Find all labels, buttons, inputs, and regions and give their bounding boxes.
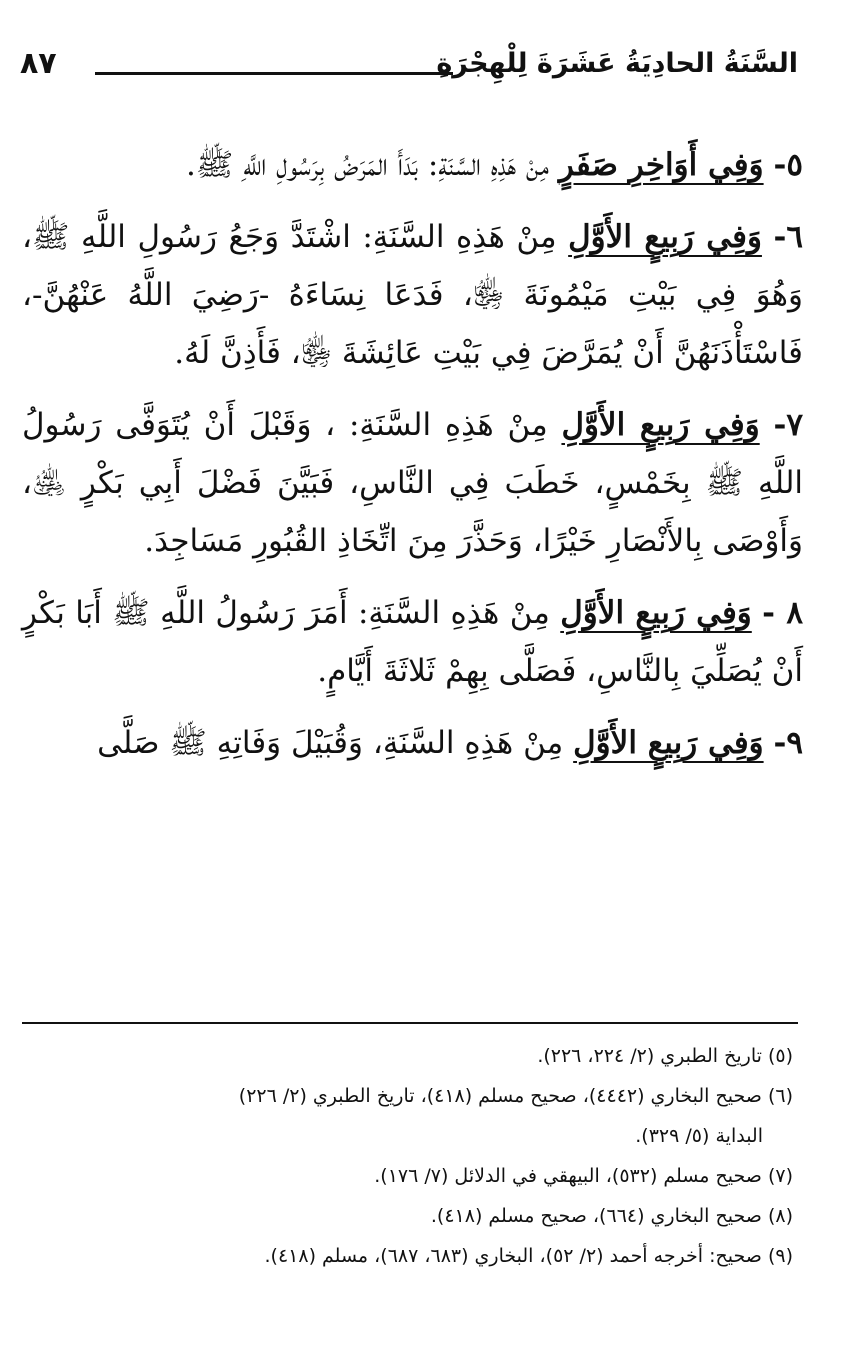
paragraph-lead: وَفِي رَبِيعٍ الأَوَّلِ [561, 407, 760, 443]
footnote-6-continued: البداية (٥/ ٣٢٩). [635, 1125, 763, 1147]
footnote-5: (٥) تاريخ الطبري (٢/ ٢٢٤، ٢٢٦). [537, 1045, 793, 1067]
paragraph-number: ٩- [773, 725, 803, 761]
paragraph-text: مِنْ هَذِهِ السَّنَةِ، وَقُبَيْلَ وَفَاتِهِ ﷺ صَلَّى [97, 725, 574, 761]
paragraph-lead: وَفِي رَبِيعٍ الأَوَّلِ [573, 725, 764, 761]
paragraph-lead: وَفِي رَبِيعٍ الأَوَّلِ [560, 595, 752, 631]
paragraph-number: ٦- [773, 219, 803, 255]
footnote-6: (٦) صحيح البخاري (٤٤٤٢)، صحيح مسلم (٤١٨)، تاريخ الطبري (٢/ ٢٢٦) [238, 1085, 793, 1107]
page-header [20, 42, 798, 92]
paragraph-number: ٥- [773, 147, 803, 183]
paragraph-number: ٨ - [762, 595, 803, 631]
paragraph-6 [22, 208, 803, 382]
paragraph-text: مِنْ هَذِهِ السَّنَةِ: اشْتَدَّ وَجَعُ رَسُولِ اللَّهِ ﷺ، وَهُوَ فِي بَيْتِ مَيْمُونَةَ ﵂، فَدَعَا نِسَاءَهُ -رَضِيَ اللَّهُ عَنْهُنَّ-، فَاسْتَأْذَنَهُنَّ أَنْ يُمَرَّضَ فِي بَيْتِ عَائِشَةَ ﵂، فَأَذِنَّ لَهُ. [22, 219, 803, 371]
paragraph-text: مِنْ هَذِهِ السَّنَةِ: بَدَأَ المَرَضُ بِرَسُولِ اللَّهِ ﷺ. [185, 147, 559, 183]
paragraph-lead: وَفِي رَبِيعٍ الأَوَّلِ [568, 219, 762, 255]
paragraph-9 [22, 714, 803, 772]
running-title: السَّنَةُ الحادِيَةُ عَشَرَةَ لِلْهِجْرَةِ [436, 48, 798, 79]
page-body [22, 136, 803, 772]
paragraph-8 [22, 584, 803, 700]
paragraph-5 [22, 136, 803, 194]
paragraph-number: ٧- [773, 407, 803, 443]
footnote-7: (٧) صحيح مسلم (٥٣٢)، البيهقي في الدلائل (٧/ ١٧٦). [374, 1165, 793, 1187]
footnotes [20, 1036, 793, 1276]
footnote-divider [22, 1022, 798, 1024]
paragraph-7 [22, 396, 803, 570]
page-number: ٨٧ [20, 46, 57, 81]
paragraph-lead: وَفِي أَوَاخِرِ صَفَرٍ [558, 147, 764, 183]
footnote-8: (٨) صحيح البخاري (٦٦٤)، صحيح مسلم (٤١٨). [430, 1205, 793, 1227]
paragraph-text: مِنْ هَذِهِ السَّنَةِ: ، وَقَبْلَ أَنْ يُتَوَفَّى رَسُولُ اللَّهِ ﷺ بِخَمْسٍ، خَطَبَ فِي النَّاسِ، فَبَيَّنَ فَضْلَ أَبِي بَكْرٍ ﵁، وَأَوْصَى بِالأَنْصَارِ خَيْرًا، وَحَذَّرَ مِنَ اتِّخَاذِ القُبُورِ مَسَاجِدَ. [22, 407, 803, 559]
footnote-9: (٩) صحيح: أخرجه أحمد (٢/ ٥٢)، البخاري (٦٨٣، ٦٨٧)، مسلم (٤١٨). [264, 1245, 793, 1267]
paragraph-text: مِنْ هَذِهِ السَّنَةِ: أَمَرَ رَسُولُ اللَّهِ ﷺ أَبَا بَكْرٍ أَنْ يُصَلِّيَ بِالنَّاسِ، فَصَلَّى بِهِمْ ثَلاثَةَ أَيَّامٍ. [22, 595, 803, 689]
header-rule [95, 72, 453, 75]
